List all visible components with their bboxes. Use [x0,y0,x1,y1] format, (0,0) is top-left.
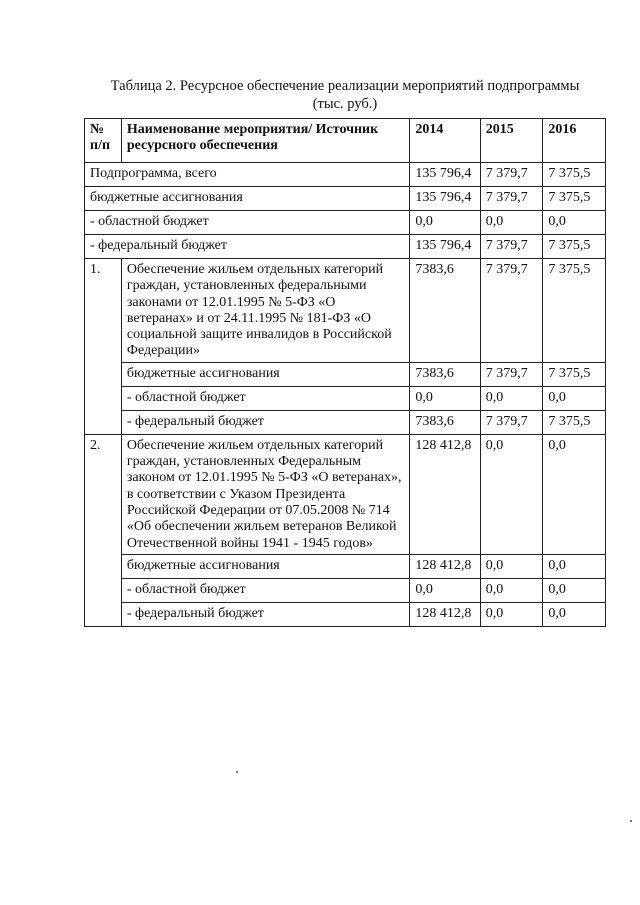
cell-2015: 7 379,7 [480,187,543,211]
header-2016: 2016 [543,119,606,163]
table-row [85,187,606,211]
item-name: Обеспечение жильем отдельных категорий граждан, установленных федеральными законами от 12.01.1995 № 5-ФЗ «О ветеранах» и от 24.11.1995 № 181-ФЗ «О социальной защите инвалидов в Российской Федерации» [121,259,409,363]
item-row [85,259,606,363]
cell-2016: 7 375,5 [543,187,606,211]
table-title: Таблица 2. Ресурсное обеспечение реализации мероприятий подпрограммы [110,78,580,94]
cell-2014: 128 412,8 [410,554,480,578]
cell-2015: 7 379,7 [480,410,543,434]
table-row [85,362,606,386]
cell-2015: 0,0 [480,554,543,578]
cell-2014: 128 412,8 [410,602,480,626]
row-label: бюджетные ассигнования [121,362,409,386]
cell-2014: 7383,6 [410,410,480,434]
cell-2014: 7383,6 [410,259,480,363]
row-label: бюджетные ассигнования [85,187,410,211]
table-row [85,211,606,235]
cell-2016: 0,0 [543,602,606,626]
table-row [85,554,606,578]
scan-speck [236,771,238,773]
cell-2015: 0,0 [480,602,543,626]
item-number: 2. [85,434,122,626]
row-label: бюджетные ассигнования [121,554,409,578]
cell-2016: 0,0 [543,554,606,578]
cell-2014: 7383,6 [410,362,480,386]
row-label: - федеральный бюджет [121,602,409,626]
cell-2016: 7 375,5 [543,163,606,187]
cell-2014: 0,0 [410,578,480,602]
header-num: № п/п [85,119,122,163]
cell-2016: 7 375,5 [543,410,606,434]
cell-2014: 135 796,4 [410,187,480,211]
header-2015: 2015 [480,119,543,163]
item-number: 1. [85,259,122,435]
cell-2015: 7 379,7 [480,235,543,259]
table-row [85,235,606,259]
table-row [85,410,606,434]
cell-2015: 0,0 [480,434,543,554]
row-label: - федеральный бюджет [121,410,409,434]
row-label: - федеральный бюджет [85,235,410,259]
cell-2014: 135 796,4 [410,163,480,187]
cell-2016: 7 375,5 [543,235,606,259]
table-row [85,386,606,410]
cell-2015: 7 379,7 [480,362,543,386]
cell-2016: 0,0 [543,434,606,554]
row-label: Подпрограмма, всего [85,163,410,187]
cell-2015: 7 379,7 [480,163,543,187]
cell-2015: 0,0 [480,211,543,235]
cell-2014: 0,0 [410,386,480,410]
cell-2016: 7 375,5 [543,259,606,363]
cell-2016: 0,0 [543,211,606,235]
row-label: - областной бюджет [85,211,410,235]
table-units: (тыс. руб.) [312,96,378,112]
cell-2016: 7 375,5 [543,362,606,386]
header-row [85,119,606,163]
cell-2014: 0,0 [410,211,480,235]
table-row [85,578,606,602]
cell-2015: 0,0 [480,386,543,410]
item-name: Обеспечение жильем отдельных категорий граждан, установленных Федеральным законом от 12.01.1995 № 5-ФЗ «О ветеранах», в соответствии с Указом Президента Российской Федерации от 07.05.2008 № 714 «Об обеспечении жильем ветеранов Великой Отечественной войны 1941 - 1945 годов» [121,434,409,554]
cell-2015: 7 379,7 [480,259,543,363]
cell-2014: 135 796,4 [410,235,480,259]
cell-2015: 0,0 [480,578,543,602]
table-row [85,602,606,626]
cell-2016: 0,0 [543,386,606,410]
row-label: - областной бюджет [121,578,409,602]
resource-table [84,118,606,627]
scan-speck [630,820,632,822]
row-label: - областной бюджет [121,386,409,410]
header-2014: 2014 [410,119,480,163]
header-name: Наименование мероприятия/ Источник ресурсного обеспечения [121,119,409,163]
table-row [85,163,606,187]
cell-2014: 128 412,8 [410,434,480,554]
cell-2016: 0,0 [543,578,606,602]
item-row [85,434,606,554]
